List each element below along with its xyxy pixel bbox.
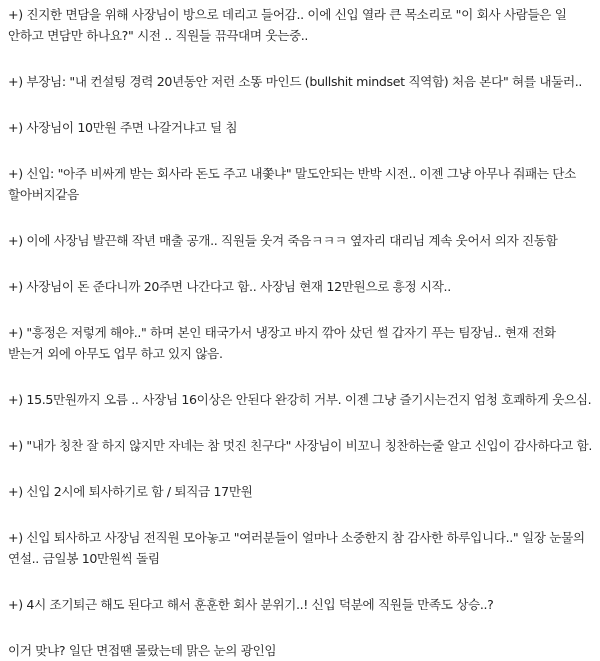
paragraph-10: +) 신입 2시에 퇴사하기로 함 / 퇴직금 17만원: [8, 484, 253, 499]
paragraph-12: +) 4시 조기퇴근 해도 된다고 해서 훈훈한 회사 분위기..! 신입 덕분에 직원들 만족도 상승..?: [8, 597, 494, 612]
paragraph-8: +) 15.5만원까지 오름 .. 사장님 16이상은 안된다 완강히 거부. 이젠 그냥 즐기시는건지 엄청 호쾌하게 웃으심.: [8, 392, 592, 407]
paragraph-4: +) 신입: "아주 비싸게 받는 회사라 돈도 주고 내쫓냐" 말도안되는 반박 시전.. 이젠 그냥 아무나 줘패는 단소 할아버지같음: [8, 166, 576, 202]
paragraph-3: +) 사장님이 10만원 주면 나갈거냐고 딜 침: [8, 120, 238, 135]
paragraph-13: 이거 맞냐? 일단 면접땐 몰랐는데 맑은 눈의 광인임: [8, 643, 277, 658]
paragraph-5: +) 이에 사장님 발끈해 작년 매출 공개.. 직원들 웃겨 죽음ㅋㅋㅋ 옆자리 대리님 계속 웃어서 의자 진동함: [8, 233, 558, 248]
paragraph-6: +) 사장님이 돈 준다니까 20주면 나간다고 함.. 사장님 현재 12만원으로 흥정 시작..: [8, 279, 451, 294]
paragraph-11: +) 신입 퇴사하고 사장님 전직원 모아놓고 "여러분들이 얼마나 소중한지 참 감사한 하루입니다.." 일장 눈물의 연설.. 금일봉 10만원씩 돌림: [8, 530, 585, 566]
paragraph-2: +) 부장님: "내 컨설팅 경력 20년동안 저런 소똥 마인드 (bullshit mindset 직역함) 처음 본다" 혀를 내둘러..: [8, 74, 583, 89]
paragraph-7: +) "흥정은 저렇게 해야.." 하며 본인 태국가서 냉장고 바지 깎아 샀던 썰 갑자기 푸는 팀장님.. 현재 전화 받는거 외에 아무도 업무 하고 있지 않음.: [8, 325, 556, 361]
paragraph-1: +) 진지한 면담을 위해 사장님이 방으로 데리고 들어감.. 이에 신입 열라 큰 목소리로 "이 회사 사람들은 일 안하고 면담만 하나요?" 시전 .. 직원들 끆끅대며 웃는중..: [8, 7, 567, 43]
paragraph-9: +) "내가 칭찬 잘 하지 않지만 자네는 참 멋진 친구다" 사장님이 비꼬니 칭찬하는줄 알고 신입이 감사하다고 함.: [8, 438, 593, 453]
